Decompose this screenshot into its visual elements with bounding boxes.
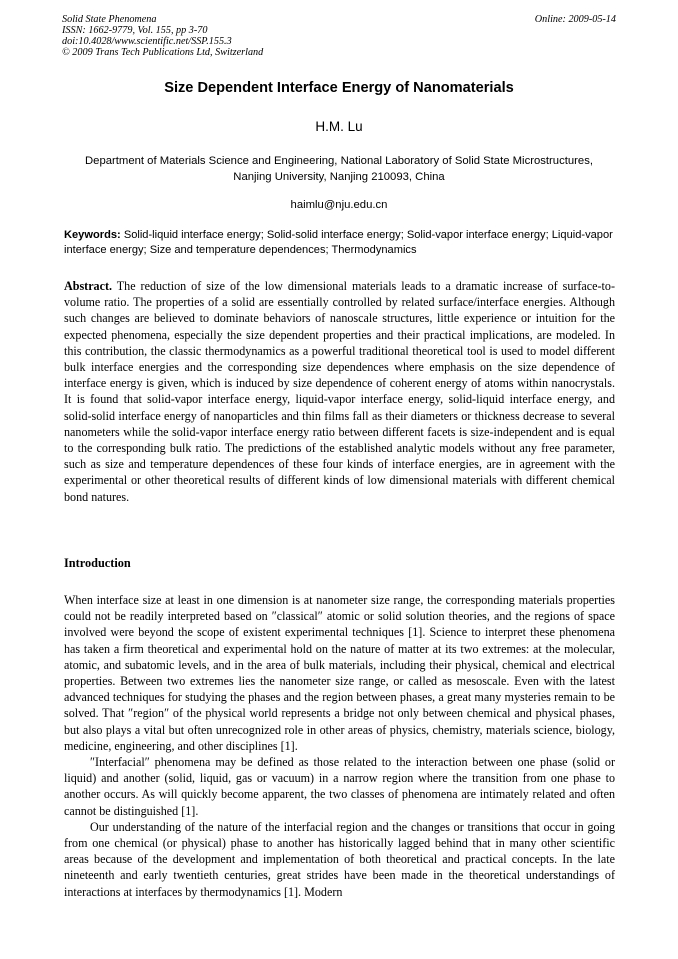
author-affiliation: Department of Materials Science and Engineering, National Laboratory of Solid State Microstructures, Nanjing University, Nanjing 210093, China: [85, 155, 593, 183]
paper-title: Size Dependent Interface Energy of Nanomaterials: [164, 80, 514, 96]
abstract-text: The reduction of size of the low dimensional materials leads to a dramatic increase of surface-to-volume ratio. The properties of a solid are essentially controlled by related surface/interface energies. Although such changes are believed to dominate behaviors of nanoscale structures, little experience or intuition for the expected phenomena, especially the size dependent properties and their practical implications, are modeled. In this contribution, the classic thermodynamics as a powerful traditional theoretical tool is used to model different bulk interface energies and the corresponding size dependences where emphasis on the size dependence of interface energy is given, which is induced by size dependence of coherent energy of atoms within nanocrystals. It is found that solid-vapor interface energy, liquid-vapor interface energy, solid-liquid interface energy, and solid-solid interface energy of nanoparticles and thin films fall as their diameters or thickness decrease to several nanometers while the solid-vapor interface energy ratio between different facets is size-independent and is equal to the corresponding bulk ratio. The predictions of the established analytic models without any free parameter, such as size and temperature dependences of these four kinds of interface energies, are in agreement with the experimental or other theoretical results of different kinds of low dimensional materials with different chemical bond natures.: [64, 279, 615, 504]
introduction-body: [64, 592, 615, 900]
paragraph: ″Interfacial″ phenomena may be defined as those related to the interaction between one phase (solid or liquid) and another (solid, liquid, gas or vacuum) in a narrow region where the transition from one phase to another occurs. As will quickly become apparent, the two classes of phenomena are intimately related and often cannot be distinguished [1].: [64, 755, 615, 818]
keywords: [64, 228, 620, 257]
journal-copyright: © 2009 Trans Tech Publications Ltd, Switzerland: [62, 47, 264, 58]
section-heading-introduction: Introduction: [64, 556, 131, 570]
journal-issn: ISSN: 1662-9779, Vol. 155, pp 3-70: [62, 25, 208, 36]
keywords-label: Keywords:: [64, 229, 121, 241]
online-date: Online: 2009-05-14: [534, 14, 616, 25]
abstract-label: Abstract.: [64, 279, 113, 293]
journal-doi: doi:10.4028/www.scientific.net/SSP.155.3: [62, 36, 232, 47]
paper-author: H.M. Lu: [315, 119, 363, 134]
abstract: [64, 278, 615, 505]
journal-header: [62, 14, 616, 58]
author-email: haimlu@nju.edu.cn: [290, 199, 388, 211]
keywords-text: Solid-liquid interface energy; Solid-solid interface energy; Solid-vapor interface energy; Liquid-vapor interface energy; Size and temperature dependences; Thermodynamics: [64, 229, 613, 256]
paragraph: Our understanding of the nature of the interfacial region and the changes or transitions that occur in going from one chemical (or physical) phase to another has historically lagged behind that in many other scientific areas because of the development and implementation of both theoretical and practical concepts. In the late nineteenth and early twentieth centuries, great strides have been made in the theoretical understandings of interactions at interfaces by thermodynamics [1]. Modern: [64, 819, 615, 899]
paragraph: When interface size at least in one dimension is at nanometer size range, the corresponding materials properties could not be readily interpreted based on ″classical″ atomic or solid solution theories, and the regions of space involved were beyond the scope of existent experimental techniques [1]. Science to interpret these phenomena has taken a firm theoretical and experimental hold on the nature of matter at its two extremes: at the molecular, atomic, and subatomic levels, and in the area of bulk materials, including their physical, chemical and electrical properties. Between two extremes lies the nanometer size range, or called as mesoscale. Even with the latest advanced techniques for studying the phases and the region between phases, a great many mysteries remain to be solved. That ″region″ of the physical world represents a bridge not only between chemical and physical phases, but also plays a vital but often unrecognized role in other areas of physics, chemistry, materials science, biology, medicine, engineering, and other disciplines [1].: [64, 593, 615, 753]
journal-name: Solid State Phenomena: [62, 14, 157, 25]
